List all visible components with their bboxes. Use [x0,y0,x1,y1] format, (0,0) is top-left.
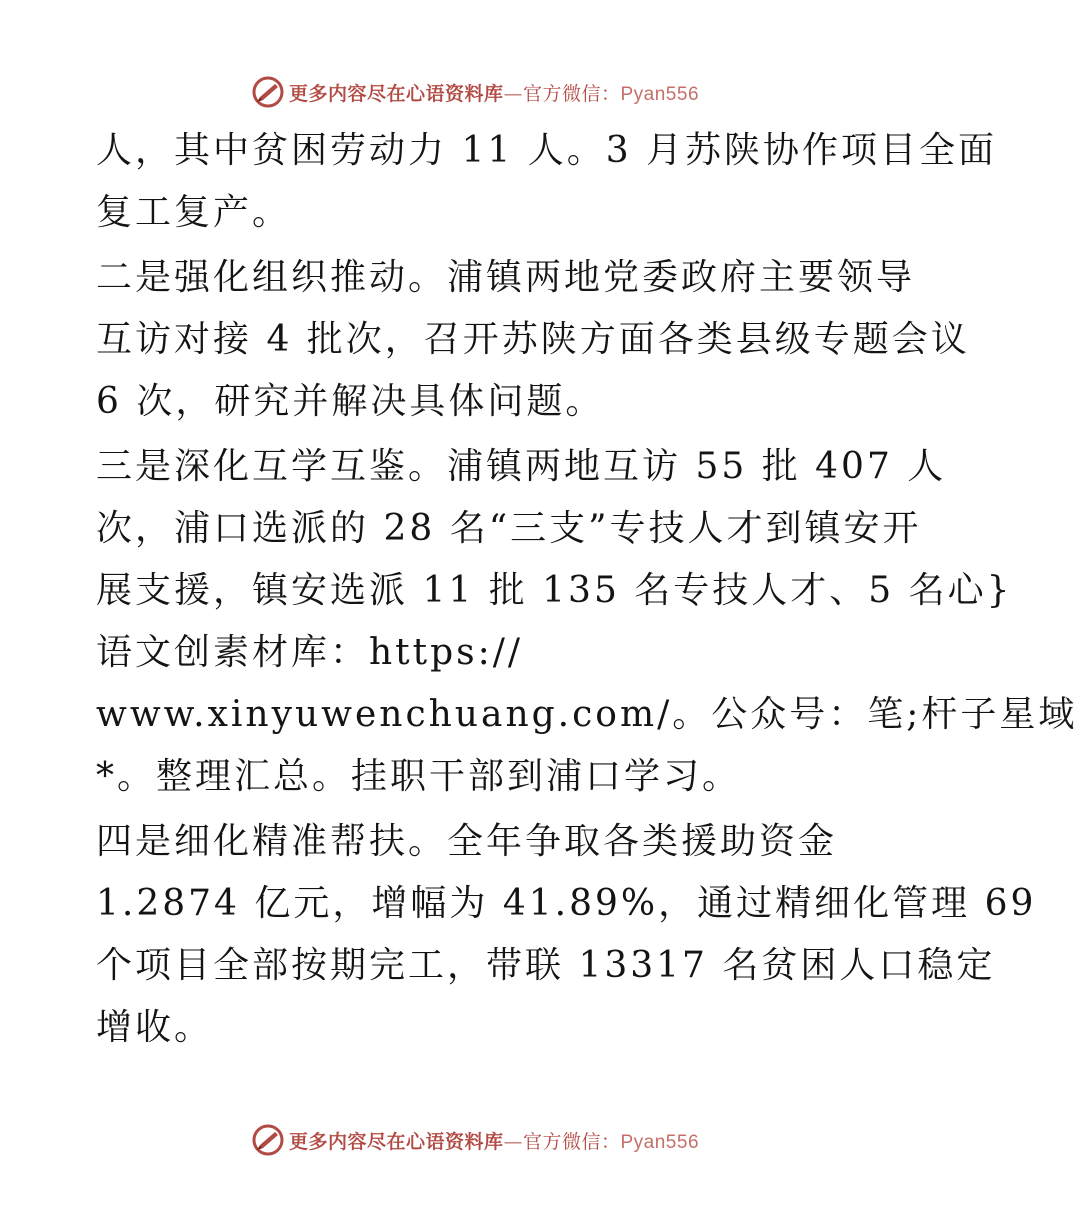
body-line: 展支援，镇安选派 11 批 135 名专技人才、5 名心} [96,570,1013,611]
body-line: 增收。 [96,1007,214,1048]
banner-wechat-label: 官方微信： [522,1130,621,1153]
banner-main-text: 更多内容尽在心语资料库 [288,1130,504,1153]
body-line: 复工复产。 [96,192,292,233]
body-line: www.xinyuwenchuang.com/。公众号：笔;杆子星域 [96,694,1077,735]
body-line: 6 次，研究并解决具体问题。 [96,381,605,422]
body-line: 二是强化组织推动。浦镇两地党委政府主要领导 [96,257,916,298]
body-line: 人，其中贫困劳动力 11 人。3 月苏陕协作项目全面 [96,130,998,171]
pen-logo-icon [251,1123,285,1157]
body-line: 四是细化精准帮扶。全年争取各类援助资金 [96,821,838,862]
banner-wechat-id: Pyan556 [620,83,700,105]
banner-wechat-label: 官方微信： [522,82,621,105]
body-line: *。整理汇总。挂职干部到浦口学习。 [96,756,742,797]
pen-logo-icon [251,75,285,109]
body-line: 1.2874 亿元，增幅为 41.89%，通过精细化管理 69 [96,883,1037,924]
body-line: 次，浦口选派的 28 名“三支”专技人才到镇安开 [96,508,922,549]
banner-wechat-id: Pyan556 [620,1131,700,1153]
body-line: 个项目全部按期完工，带联 13317 名贫困人口稳定 [96,945,996,986]
banner-separator: — [503,82,523,105]
header-watermark-banner [0,72,950,112]
banner-main-text: 更多内容尽在心语资料库 [288,82,504,105]
document-body [96,120,1077,1059]
footer-watermark-banner [0,1120,950,1160]
body-line: 语文创素材库：https:// [96,632,524,673]
body-line: 互访对接 4 批次，召开苏陕方面各类县级专题会议 [96,319,970,360]
banner-separator: — [503,1130,523,1153]
body-line: 三是深化互学互鉴。浦镇两地互访 55 批 407 人 [96,446,947,487]
